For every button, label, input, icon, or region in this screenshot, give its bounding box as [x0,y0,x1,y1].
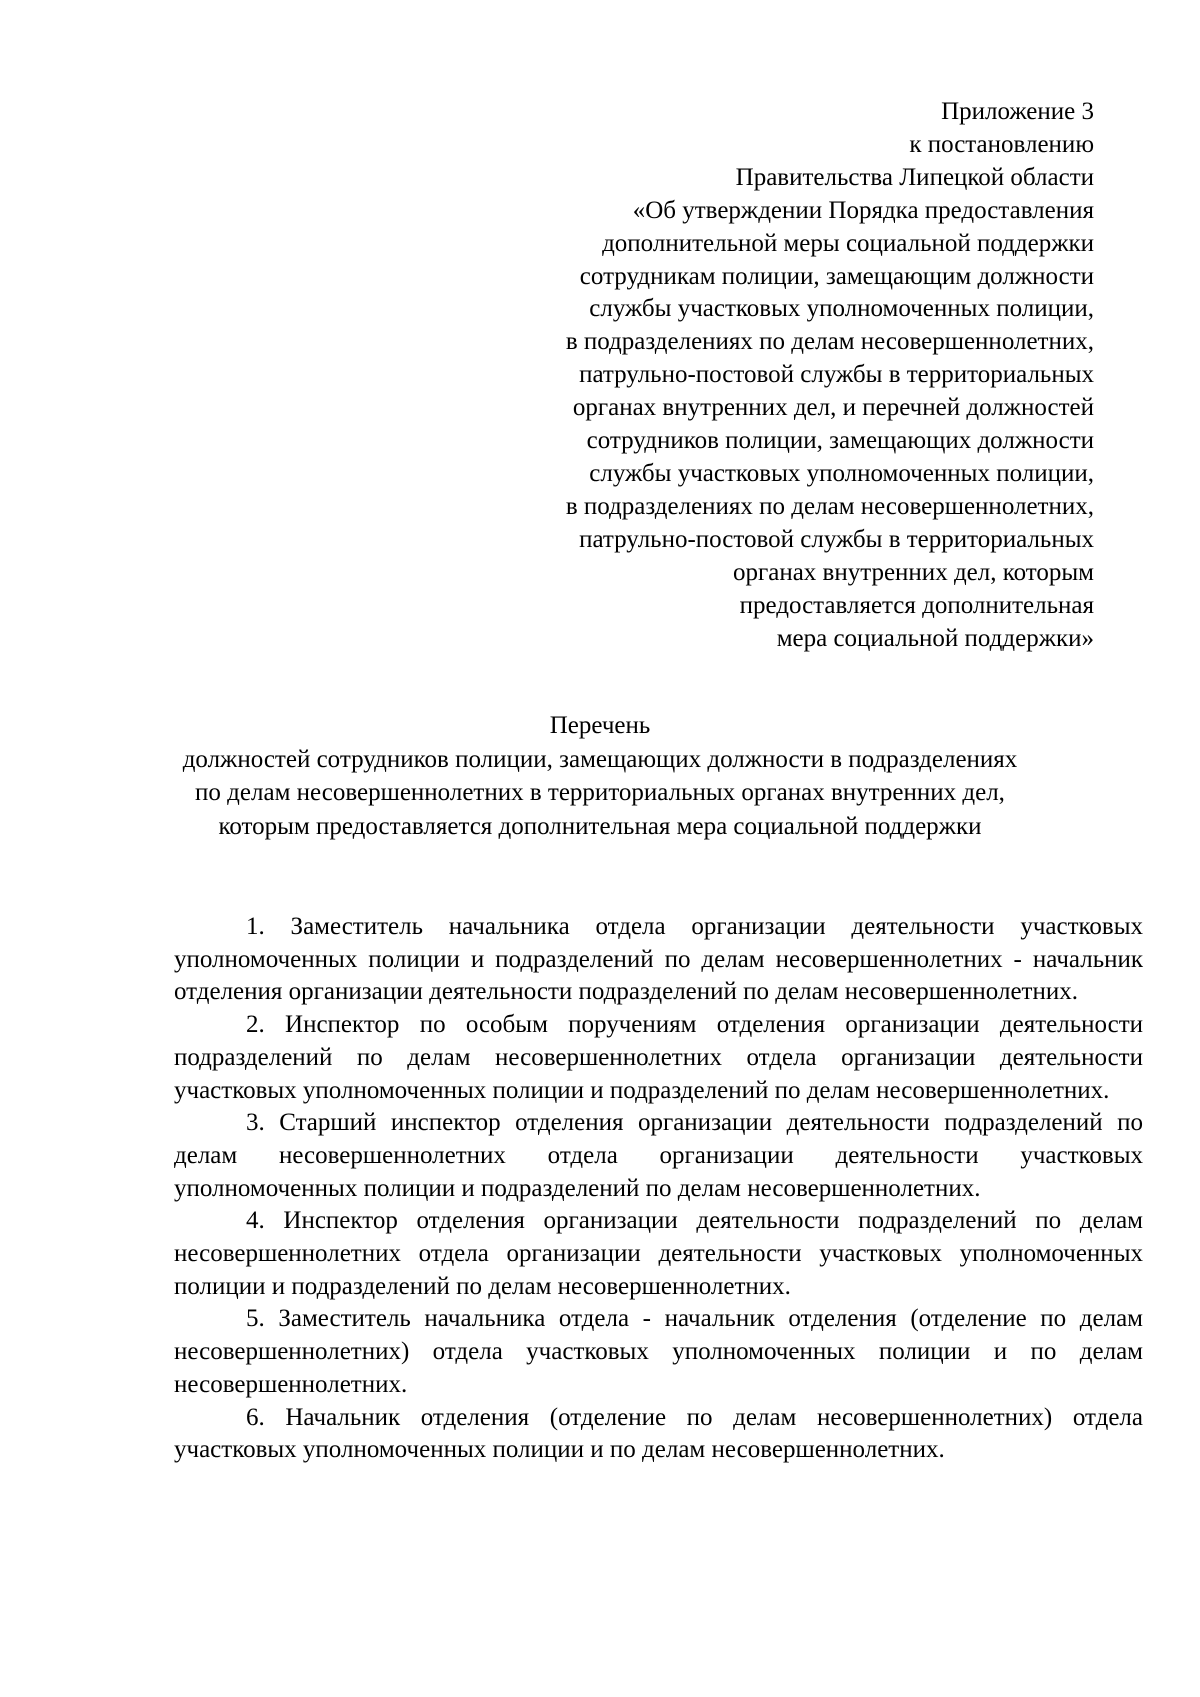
appendix-line: мера социальной поддержки» [776,624,1094,652]
heading-subtitle-line: должностей сотрудников полиции, замещающих должности в подразделениях [182,745,1018,773]
appendix-line: Правительства Липецкой области [735,163,1094,191]
list-item: 4. Инспектор отделения организации деятельности подразделений по делам несовершеннолетних отдела организации деятельности участковых уполномоченных полиции и подразделений по делам несовершеннолетних. [174,1207,1143,1300]
list-item: 2. Инспектор по особым поручениям отделения организации деятельности подразделений по делам несовершеннолетних отдела организации деятельности участковых уполномоченных полиции и подразделений по делам несовершеннолетних. [174,1011,1143,1104]
appendix-line: сотрудников полиции, замещающих должности [586,427,1094,455]
list-item: 3. Старший инспектор отделения организации деятельности подразделений по делам несовершеннолетних отдела организации деятельности участковых уполномоченных полиции и подразделений по делам несовершеннолетних. [174,1109,1143,1202]
appendix-line: патрульно-постовой службы в территориальных [579,525,1094,553]
appendix-line: в подразделениях по делам несовершеннолетних, [565,492,1094,520]
appendix-line: службы участковых уполномоченных полиции, [589,459,1094,487]
appendix-line: в подразделениях по делам несовершеннолетних, [565,328,1094,356]
appendix-line: органах внутренних дел, которым [732,558,1094,586]
appendix-line: предоставляется дополнительная [739,591,1094,619]
appendix-line: к постановлению [909,130,1094,158]
appendix-line: сотрудникам полиции, замещающим должности [579,262,1094,290]
appendix-line: органах внутренних дел, и перечней должностей [572,394,1094,422]
heading-subtitle-line: по делам несовершеннолетних в территориальных органах внутренних дел, [195,779,1005,806]
appendix-block [374,96,1094,655]
appendix-line: службы участковых уполномоченных полиции, [589,295,1094,323]
appendix-line: «Об утверждении Порядка предоставления [632,196,1094,224]
appendix-line: Приложение 3 [941,98,1094,125]
appendix-line: дополнительной меры социальной поддержки [602,229,1094,257]
list-item: 6. Начальник отделения (отделение по делам несовершеннолетних) отдела участковых уполномоченных полиции и по делам несовершеннолетних. [174,1403,1143,1464]
list-item: 5. Заместитель начальника отдела - начальник отделения (отделение по делам несовершеннолетних) отдела участковых уполномоченных полиции и по делам несовершеннолетних. [174,1305,1143,1398]
heading-subtitle-line: которым предоставляется дополнительная мера социальной поддержки [218,812,982,840]
heading-title: Перечень [549,712,651,739]
appendix-line: патрульно-постовой службы в территориальных [579,361,1094,389]
list-heading [140,709,1060,843]
positions-list [174,911,1143,1467]
list-item: 1. Заместитель начальника отдела организации деятельности участковых уполномоченных полиции и подразделений по делам несовершеннолетних - начальник отделения организации деятельности подразделений по делам несовершеннолетних. [174,913,1143,1006]
